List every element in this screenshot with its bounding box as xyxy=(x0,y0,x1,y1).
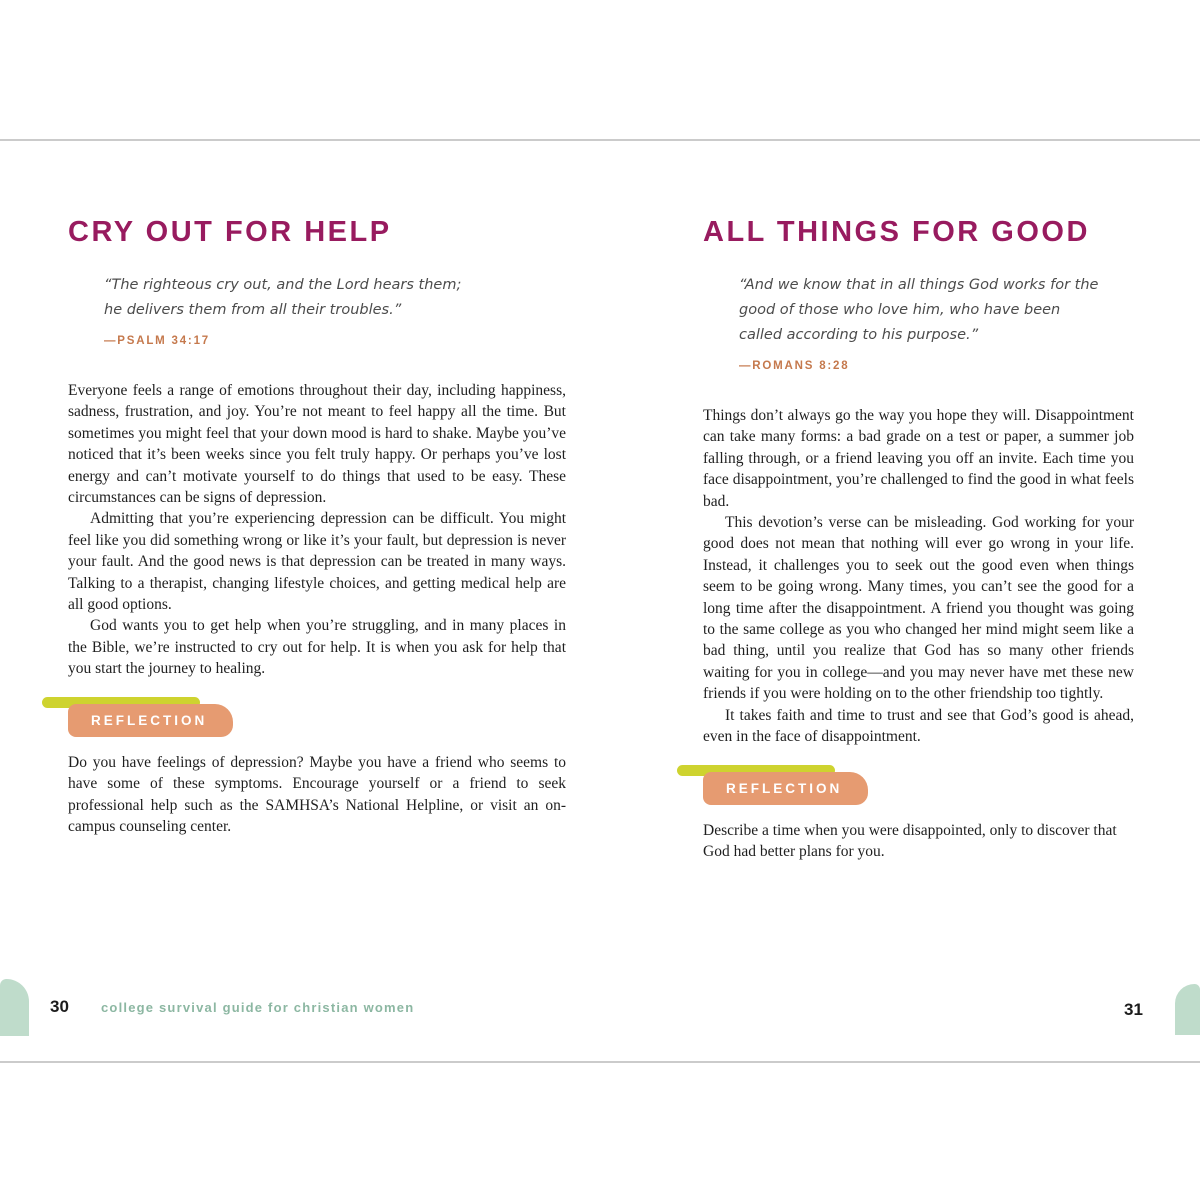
corner-arch-right xyxy=(1175,984,1200,1035)
page-number-left: 30 xyxy=(50,997,69,1016)
devotion-title-right: ALL THINGS FOR GOOD xyxy=(703,216,1090,248)
reflection-text-left: Do you have feelings of depression? Maybe you have a friend who seems to have some of these symptoms. Encourage yourself or a friend to seek professional help such as the SAMHSA’s National Helpline, or visit an on-campus counseling center. xyxy=(68,753,566,835)
reflection-section-left xyxy=(68,704,566,838)
body-paragraph: This devotion’s verse can be misleading. God working for your good does not mean that nothing will ever go wrong in your life. Instead, it challenges you to seek out the good even when things seem to be going wrong. Many times, you can’t see the good for a long time after the disappointment. A friend you thought was going to the same college as you who changed her mind might seem like a bad thing, until you realize that God has so many other friends waiting for you in college—and you may never have met these new friends if you were holding on to the other friendship too tightly. xyxy=(703,514,1134,703)
corner-arch-left xyxy=(0,979,29,1036)
scripture-quote-left xyxy=(104,273,479,354)
running-footer-title: college survival guide for christian women xyxy=(101,1000,415,1015)
top-border-line xyxy=(0,139,1200,141)
reflection-section-right xyxy=(703,772,1134,863)
body-paragraph: God wants you to get help when you’re struggling, and in many places in the Bible, we’re instructed to cry out for help. It is when you ask for help that you start the journey to healing. xyxy=(68,617,566,678)
devotion-body-right xyxy=(703,405,1134,748)
scripture-quote-text: “The righteous cry out, and the Lord hears them; he delivers them from all their troubles.” xyxy=(104,277,462,318)
scripture-quote-right xyxy=(739,273,1101,379)
left-page xyxy=(68,216,566,837)
scripture-reference-left: —PSALM 34:17 xyxy=(104,335,210,347)
body-paragraph: It takes faith and time to trust and see that God’s good is ahead, even in the face of disappointment. xyxy=(703,706,1134,746)
scripture-reference-right: —ROMANS 8:28 xyxy=(739,360,850,372)
right-page xyxy=(703,216,1134,862)
body-paragraph: Everyone feels a range of emotions throughout their day, including happiness, sadness, frustration, and joy. You’re not meant to feel happy all the time. But sometimes you might feel that your down mood is hard to shake. Maybe you’ve noticed that it’s been weeks since you felt truly happy. Or perhaps you’ve lost energy and can’t motivate yourself to do things that used to be easy. These circumstances can be signs of depression. xyxy=(68,382,566,507)
devotion-title-left: CRY OUT FOR HELP xyxy=(68,216,392,248)
body-paragraph: Things don’t always go the way you hope they will. Disappointment can take many forms: a bad grade on a test or paper, a summer job falling through, or a friend leaving you off an invite. Each time you face disappointment, you’re challenged to find the good in what feels bad. xyxy=(703,407,1134,510)
devotion-body-left xyxy=(68,380,566,680)
body-paragraph: Admitting that you’re experiencing depression can be difficult. You might feel like you did something wrong or like it’s your fault, but depression is never your fault. And the good news is that depression can be treated in many ways. Talking to a therapist, changing lifestyle choices, and getting medical help are all good options. xyxy=(68,510,566,614)
scripture-quote-text: “And we know that in all things God works for the good of those who love him, who have been called according to his purpose.” xyxy=(739,277,1099,343)
bottom-border-line xyxy=(0,1061,1200,1063)
page-number-right: 31 xyxy=(1124,1000,1143,1019)
reflection-badge: REFLECTION xyxy=(703,772,868,805)
reflection-text-right: Describe a time when you were disappointed, only to discover that God had better plans for you. xyxy=(703,821,1117,860)
reflection-badge: REFLECTION xyxy=(68,704,233,737)
